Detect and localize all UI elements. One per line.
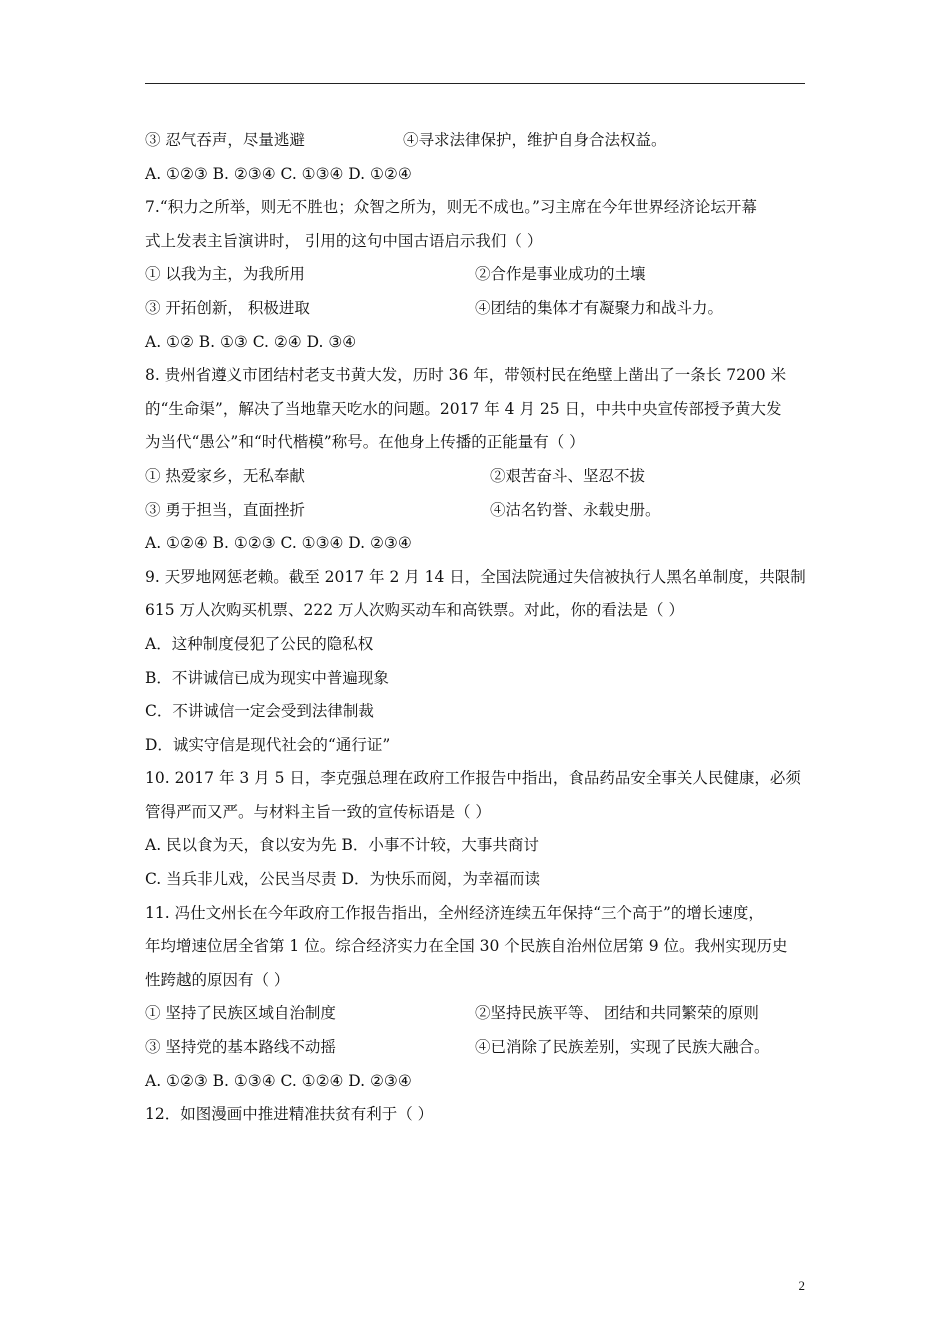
question-text: 9. 天罗地网惩老赖。截至 2017 年 2 月 14 日，全国法院通过失信被执行人黑名单制度，共限制 — [145, 567, 806, 586]
option-text: ③ 勇于担当，直面挫折 — [145, 500, 305, 519]
option-text: ③ 坚持党的基本路线不动摇 — [145, 1038, 336, 1057]
option-row — [145, 124, 825, 158]
option-text: ②合作是事业成功的土壤 — [475, 265, 646, 284]
option-row — [145, 997, 825, 1031]
option-text: ②坚持民族平等、 团结和共同繁荣的原则 — [475, 1004, 759, 1023]
question-text: 10. 2017 年 3 月 5 日，李克强总理在政府工作报告中指出，食品药品安全事关人民健康，必须 — [145, 769, 801, 788]
question-text: 7.“积力之所举，则无不胜也；众智之所为，则无不成也。”习主席在今年世界经济论坛开幕 — [145, 198, 757, 217]
option-text: ① 以我为主，为我所用 — [145, 265, 305, 284]
question-text: 式上发表主旨演讲时， 引用的这句中国古语启示我们（ ） — [145, 231, 543, 250]
question-text: 615 万人次购买机票、222 万人次购买动车和高铁票。对此，你的看法是（ ） — [145, 601, 684, 620]
question-text: 的“生命渠”，解决了当地靠天吃水的问题。2017 年 4 月 25 日，中共中央宣传部授予黄大发 — [145, 399, 782, 418]
question-text: 12．如图漫画中推进精准扶贫有利于（ ） — [145, 1105, 434, 1124]
option-text: D．诚实守信是现代社会的“通行证” — [145, 735, 391, 754]
option-text: ②艰苦奋斗、坚忍不拔 — [490, 466, 646, 485]
option-text: C．不讲诚信一定会受到法律制裁 — [145, 702, 374, 721]
answer-choices: A. ①②③ B. ②③④ C. ①③④ D. ①②④ — [145, 164, 412, 183]
option-text: ④已消除了民族差别，实现了民族大融合。 — [475, 1038, 770, 1057]
answer-choices: A. ①② B. ①③ C. ②④ D. ③④ — [145, 332, 357, 351]
document-body — [145, 124, 825, 1132]
option-text: A．这种制度侵犯了公民的隐私权 — [145, 634, 374, 653]
question-text: 11. 冯仕文州长在今年政府工作报告指出，全州经济连续五年保持“三个高于”的增长速度， — [145, 903, 764, 922]
option-text: B．不讲诚信已成为现实中普遍现象 — [145, 668, 389, 687]
option-text: C. 当兵非儿戏，公民当尽责 D．为快乐而阅，为幸福而读 — [145, 870, 541, 889]
question-text: 性跨越的原因有（ ） — [145, 970, 290, 989]
option-text: A. 民以食为天，食以安为先 B．小事不计较，大事共商讨 — [145, 836, 539, 855]
option-text: ④团结的集体才有凝聚力和战斗力。 — [475, 298, 724, 317]
option-text: ① 坚持了民族区域自治制度 — [145, 1004, 336, 1023]
option-row — [145, 460, 825, 494]
question-text: 管得严而又严。与材料主旨一致的宣传标语是（ ） — [145, 802, 491, 821]
option-text: ④沽名钓誉、永载史册。 — [490, 500, 661, 519]
question-text: 8. 贵州省遵义市团结村老支书黄大发，历时 36 年，带领村民在绝壁上凿出了一条长 7200 米 — [145, 366, 787, 385]
option-row — [145, 1031, 825, 1065]
option-row — [145, 258, 825, 292]
question-text: 年均增速位居全省第 1 位。综合经济实力在全国 30 个民族自治州位居第 9 位。我州实现历史 — [145, 937, 788, 956]
option-text: ③ 开拓创新， 积极进取 — [145, 298, 310, 317]
option-text: ① 热爱家乡，无私奉献 — [145, 466, 305, 485]
answer-choices: A. ①②④ B. ①②③ C. ①③④ D. ②③④ — [145, 534, 412, 553]
option-row — [145, 292, 825, 326]
option-text: ④寻求法律保护，维护自身合法权益。 — [403, 131, 667, 149]
answer-choices: A. ①②③ B. ①③④ C. ①②④ D. ②③④ — [145, 1071, 412, 1090]
header-rule — [145, 83, 805, 84]
option-text: ③ 忍气吞声，尽量逃避 — [145, 131, 305, 149]
page-number: 2 — [798, 1278, 805, 1293]
question-text: 为当代“愚公”和“时代楷模”称号。在他身上传播的正能量有（ ） — [145, 433, 585, 452]
option-row — [145, 494, 825, 528]
